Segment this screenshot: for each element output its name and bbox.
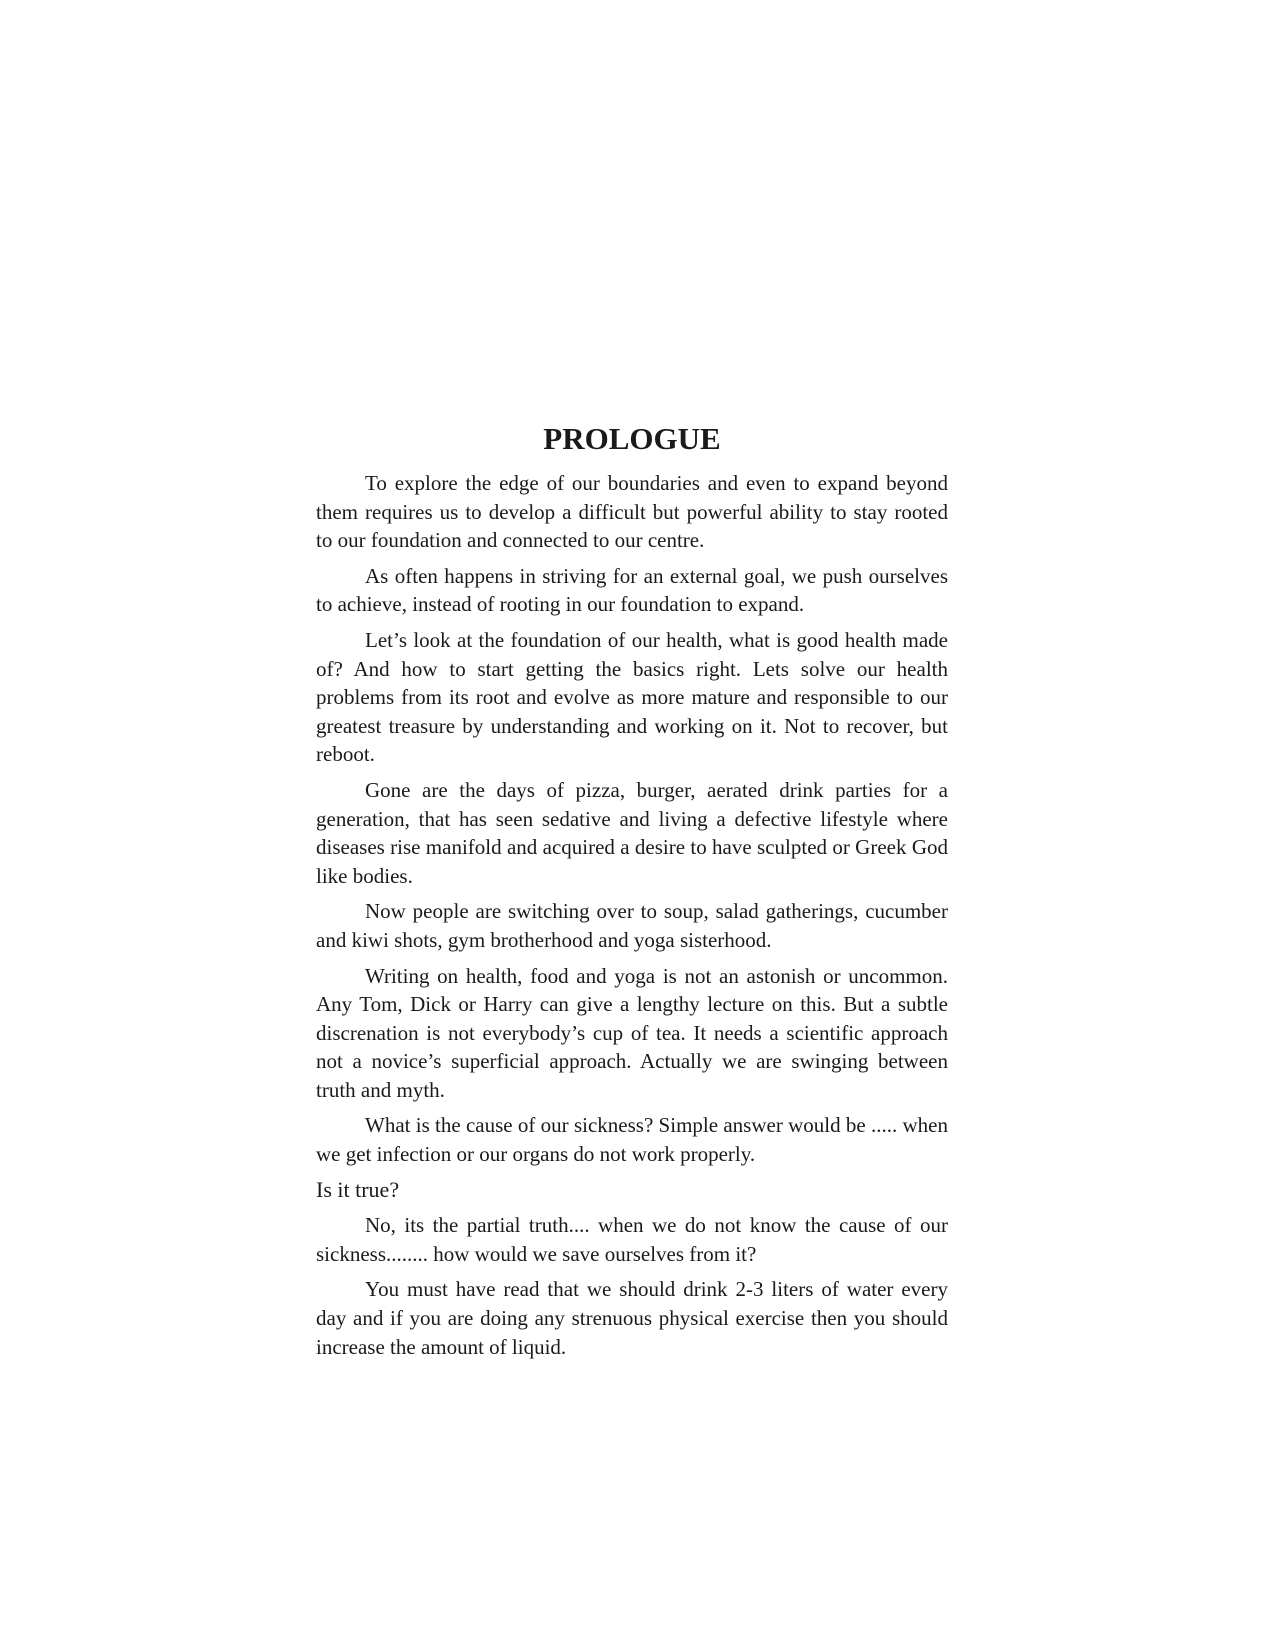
prologue-section bbox=[316, 419, 948, 1368]
paragraph: As often happens in striving for an external goal, we push ourselves to achieve, instead of rooting in our foundation to expand. bbox=[316, 563, 948, 617]
paragraph: Writing on health, food and yoga is not an astonish or uncommon. Any Tom, Dick or Harry can give a lengthy lecture on this. But a subtle discrenation is not everybody’s cup of tea. It needs a scientific approach not a novice’s superficial approach. Actually we are swinging between truth and myth. bbox=[316, 963, 948, 1102]
paragraph: To explore the edge of our boundaries and even to expand beyond them requires us to develop a difficult but powerful ability to stay rooted to our foundation and connected to our centre. bbox=[316, 471, 948, 553]
paragraph: You must have read that we should drink 2-3 liters of water every day and if you are doing any strenuous physical exercise then you should increase the amount of liquid. bbox=[316, 1277, 948, 1359]
paragraph: Now people are switching over to soup, salad gatherings, cucumber and kiwi shots, gym brotherhood and yoga sisterhood. bbox=[316, 899, 948, 952]
paragraph: No, its the partial truth.... when we do not know the cause of our sickness........ how would we save ourselves from it? bbox=[316, 1213, 948, 1266]
paragraph: Let’s look at the foundation of our health, what is good health made of? And how to start getting the basics right. Lets solve our health problems from its root and evolve as more mature and responsible to our greatest treasure by understanding and working on it. Not to recover, but reboot. bbox=[316, 627, 948, 767]
question-line: Is it true? bbox=[316, 1176, 400, 1202]
page-title: PROLOGUE bbox=[543, 421, 721, 456]
paragraph: What is the cause of our sickness? Simple answer would be ..... when we get infection or our organs do not work properly. bbox=[316, 1113, 948, 1167]
paragraph: Gone are the days of pizza, burger, aerated drink parties for a generation, that has seen sedative and living a defective lifestyle where diseases rise manifold and acquired a desire to have sculpted or Greek God like bodies. bbox=[316, 777, 948, 888]
